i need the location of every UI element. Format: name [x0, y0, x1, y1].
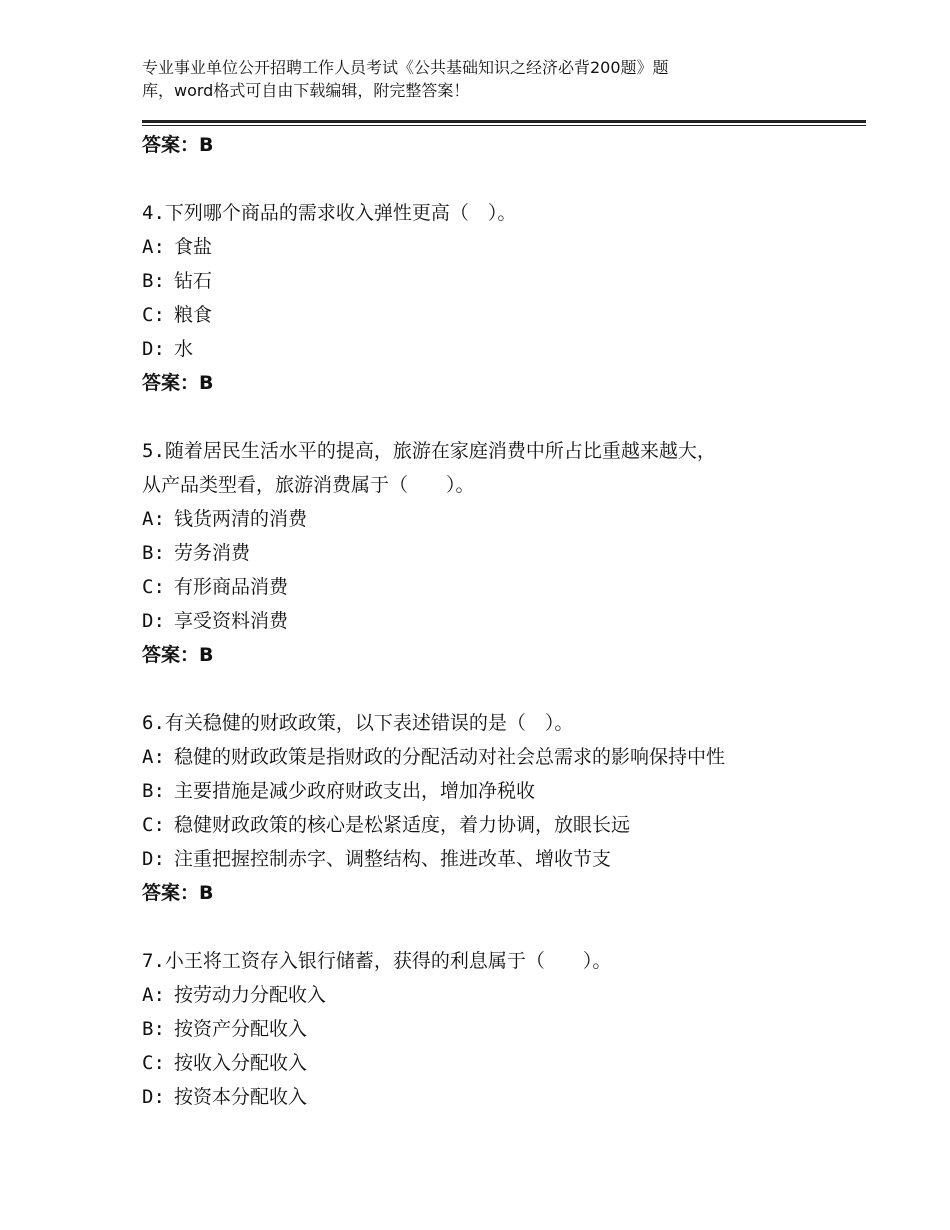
header-rule-thin	[142, 125, 866, 126]
option-a	[142, 230, 862, 264]
question-stem-line-1: 5.随着居民生活水平的提高，旅游在家庭消费中所占比重越来越大，	[142, 440, 716, 462]
option-key: C:	[142, 1052, 165, 1074]
question-stem-line-2: 从产品类型看，旅游消费属于（ ）。	[142, 474, 475, 496]
option-text: 钱货两清的消费	[174, 508, 308, 530]
option-text: 稳健的财政政策是指财政的分配活动对社会总需求的影响保持中性	[174, 746, 726, 768]
option-key: A:	[142, 746, 165, 768]
option-key: C:	[142, 814, 165, 836]
answer-label: 答案：B	[142, 644, 214, 666]
option-key: A:	[142, 236, 165, 258]
option-text: 按资本分配收入	[174, 1086, 308, 1108]
question-6	[142, 706, 862, 910]
header-line-1: 专业事业单位公开招聘工作人员考试《公共基础知识之经济必背200题》题	[142, 58, 669, 77]
question-stem: 4.下列哪个商品的需求收入弹性更高（ ）。	[142, 202, 517, 224]
option-text: 按收入分配收入	[174, 1052, 308, 1074]
question-7	[142, 944, 862, 1114]
option-text: 享受资料消费	[174, 610, 289, 632]
option-b	[142, 774, 862, 808]
option-key: A:	[142, 984, 165, 1006]
option-text: 食盐	[174, 236, 213, 258]
question-4	[142, 196, 862, 400]
option-key: D:	[142, 338, 165, 360]
option-text: 注重把握控制赤字、调整结构、推进改革、增收节支	[174, 848, 612, 870]
option-key: D:	[142, 1086, 165, 1108]
answer-label: 答案：B	[142, 372, 214, 394]
option-key: C:	[142, 576, 165, 598]
option-text: 水	[174, 338, 194, 360]
option-text: 钻石	[174, 270, 213, 292]
document-body	[142, 128, 862, 1114]
option-text: 粮食	[174, 304, 213, 326]
option-text: 主要措施是减少政府财政支出，增加净税收	[174, 780, 536, 802]
option-d	[142, 1080, 862, 1114]
option-key: D:	[142, 610, 165, 632]
option-c	[142, 298, 862, 332]
option-d	[142, 604, 862, 638]
header-rule-thick	[142, 120, 866, 123]
header-line-2: 库，word格式可自由下载编辑，附完整答案！	[142, 81, 470, 100]
option-text: 按资产分配收入	[174, 1018, 308, 1040]
option-a	[142, 740, 862, 774]
option-c	[142, 808, 862, 842]
option-a	[142, 502, 862, 536]
option-c	[142, 570, 862, 604]
option-a	[142, 978, 862, 1012]
option-b	[142, 536, 862, 570]
option-key: B:	[142, 780, 165, 802]
option-b	[142, 1012, 862, 1046]
option-key: A:	[142, 508, 165, 530]
option-key: D:	[142, 848, 165, 870]
option-text: 有形商品消费	[174, 576, 289, 598]
option-text: 稳健财政政策的核心是松紧适度，着力协调，放眼长远	[174, 814, 631, 836]
option-c	[142, 1046, 862, 1080]
option-key: B:	[142, 542, 165, 564]
option-key: B:	[142, 270, 165, 292]
answer-label: 答案：B	[142, 882, 214, 904]
question-stem: 6.有关稳健的财政政策，以下表述错误的是（ ）。	[142, 712, 574, 734]
option-key: C:	[142, 304, 165, 326]
answer-label: 答案：B	[142, 134, 214, 156]
option-d	[142, 842, 862, 876]
question-5	[142, 434, 862, 672]
option-b	[142, 264, 862, 298]
option-text: 按劳动力分配收入	[174, 984, 327, 1006]
option-d	[142, 332, 862, 366]
question-stem: 7.小王将工资存入银行储蓄，获得的利息属于（ ）。	[142, 950, 612, 972]
document-header	[142, 56, 842, 102]
option-key: B:	[142, 1018, 165, 1040]
option-text: 劳务消费	[174, 542, 251, 564]
